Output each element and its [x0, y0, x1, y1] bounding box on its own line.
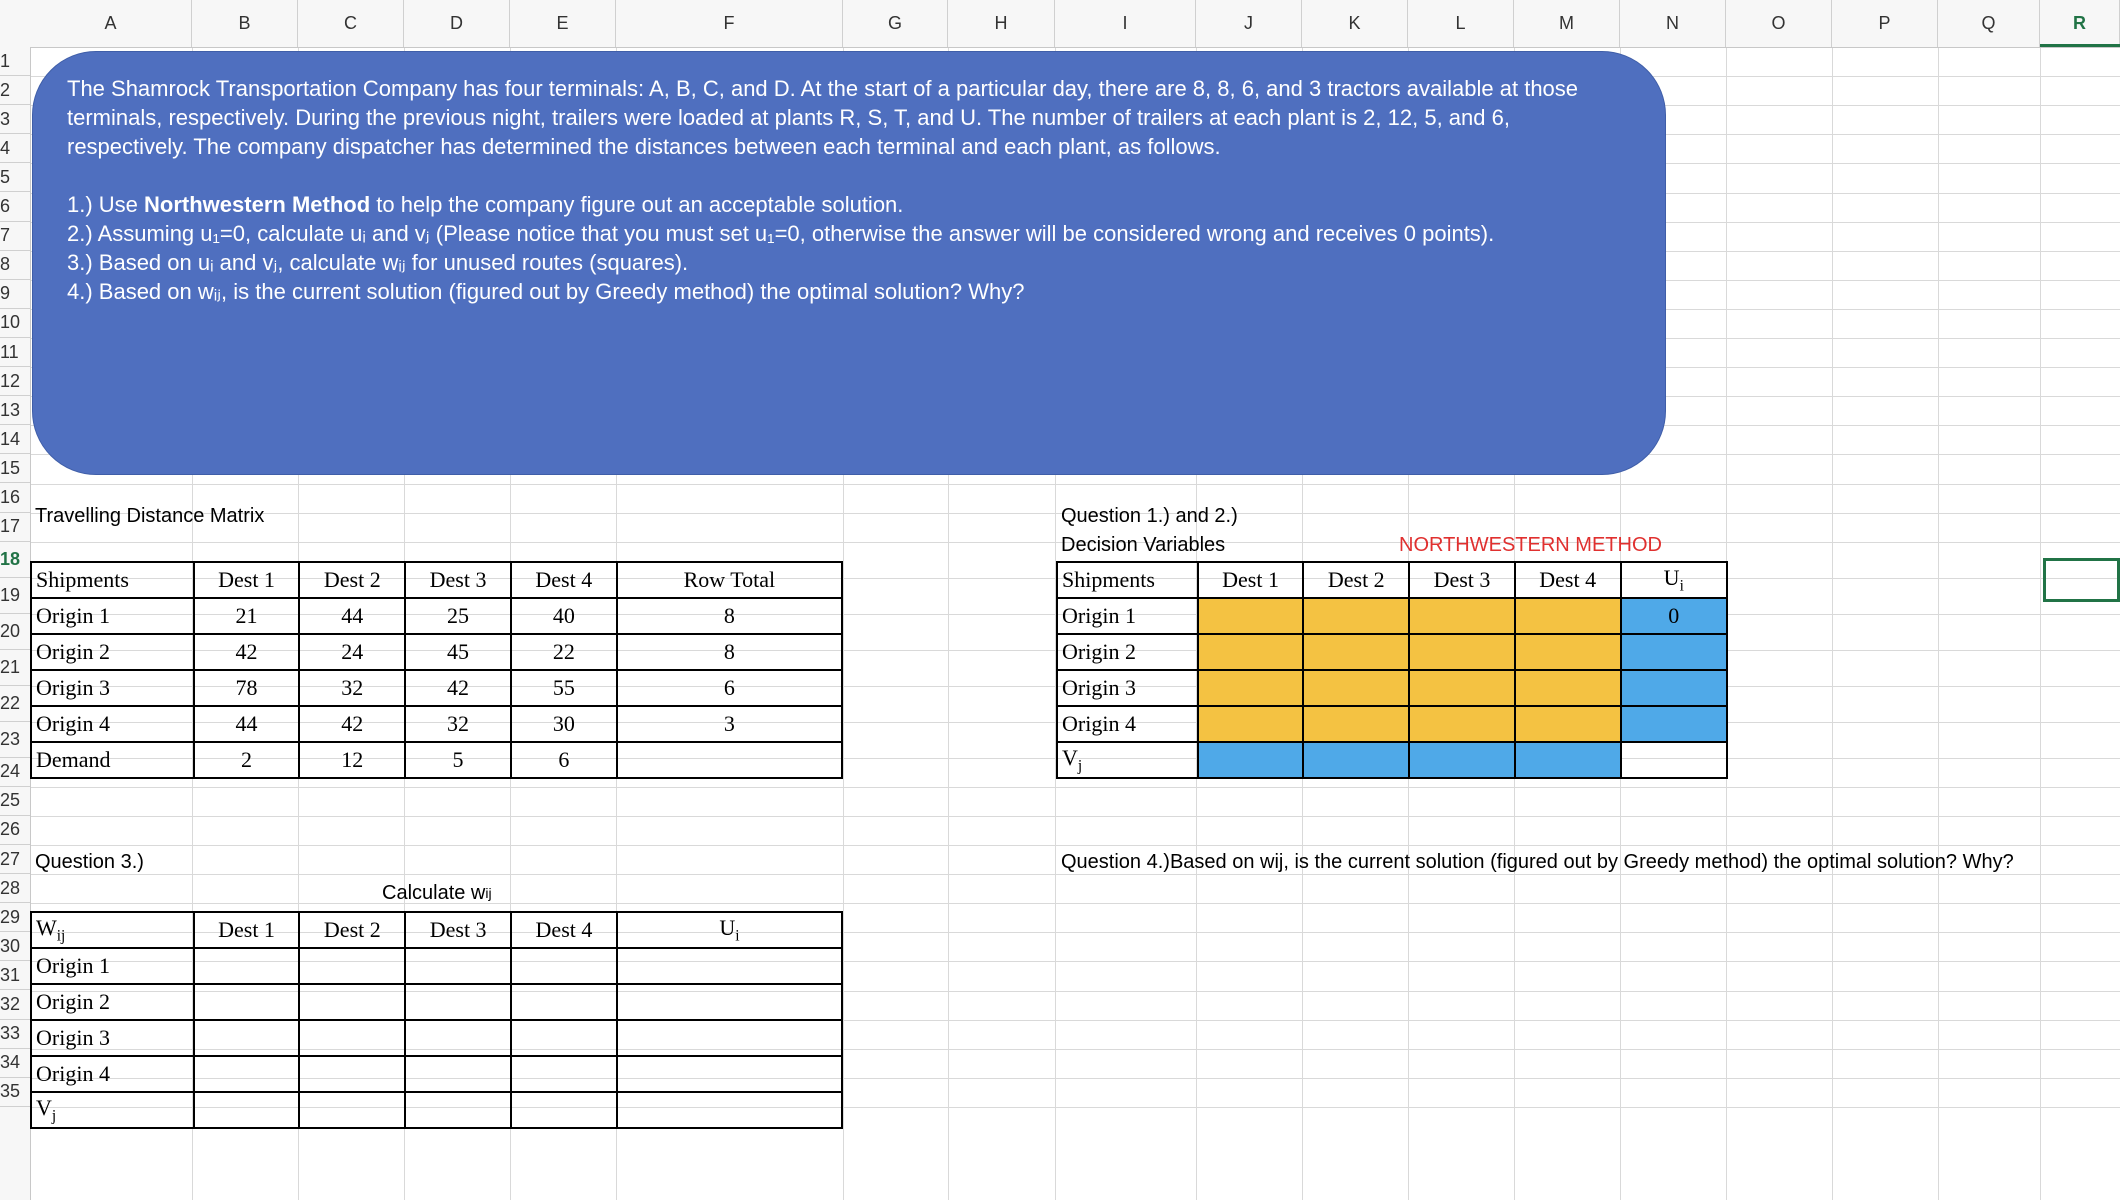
w-value-cell[interactable]	[511, 1056, 617, 1092]
row-header-14[interactable]: 14	[0, 425, 30, 454]
question-2-text: 2.) Assuming u₁=0, calculate uᵢ and vⱼ (Please notice that you must set u₁=0, otherwise the answer will be considered wrong and receives 0 points).	[67, 221, 1495, 246]
w-header-row	[31, 912, 842, 948]
decision-row	[1057, 598, 1727, 634]
column-header-p[interactable]: P	[1832, 0, 1938, 47]
row-header-10[interactable]: 10	[0, 309, 30, 338]
decision-row-label[interactable]: Origin 4	[1057, 706, 1198, 742]
v-value-cell[interactable]	[1303, 742, 1409, 778]
column-header-j[interactable]: J	[1196, 0, 1302, 47]
column-header-m[interactable]: M	[1514, 0, 1620, 47]
w-u-header-cell[interactable]	[617, 912, 842, 948]
w-corner-text: W	[36, 914, 57, 940]
distance-row	[31, 634, 842, 670]
decision-v-row	[1057, 742, 1727, 778]
distance-cell[interactable]: 3	[617, 706, 842, 742]
decision-header-cell[interactable]: Dest 3	[1409, 562, 1515, 598]
active-cell-r18[interactable]	[2043, 558, 2120, 602]
u-value-cell[interactable]	[1621, 670, 1727, 706]
distance-cell[interactable]: 42	[194, 634, 300, 670]
w-corner-cell[interactable]	[31, 912, 194, 948]
w-row	[31, 984, 842, 1020]
distance-row-label[interactable]: Origin 3	[31, 670, 194, 706]
v-value-cell[interactable]	[1409, 742, 1515, 778]
w-u-header-text: U	[719, 914, 736, 940]
column-header-d[interactable]: D	[404, 0, 510, 47]
row-header-17[interactable]: 17	[0, 513, 30, 542]
row-header-25[interactable]: 25	[0, 787, 30, 816]
distance-cell[interactable]: 55	[511, 670, 617, 706]
distance-cell[interactable]	[617, 742, 842, 778]
w-value-cell[interactable]	[617, 1056, 842, 1092]
decision-header-cell[interactable]: Shipments	[1057, 562, 1198, 598]
column-header-i[interactable]: I	[1055, 0, 1196, 47]
row-header-12[interactable]: 12	[0, 367, 30, 396]
u-value-cell[interactable]	[1621, 634, 1727, 670]
distance-row	[31, 742, 842, 778]
distance-cell[interactable]: 45	[405, 634, 511, 670]
w-u-header-subscript: i	[735, 927, 740, 945]
w-row-label[interactable]: Origin 1	[31, 948, 194, 984]
row-header-26[interactable]: 26	[0, 816, 30, 845]
distance-cell[interactable]: 5	[405, 742, 511, 778]
empty-corner-cell[interactable]	[1621, 742, 1727, 778]
instructions-shape[interactable]	[32, 51, 1666, 475]
distance-cell[interactable]: 21	[194, 598, 300, 634]
row-header-4[interactable]: 4	[0, 134, 30, 163]
decision-variable-cell[interactable]	[1409, 706, 1515, 742]
u-value-cell[interactable]	[1621, 706, 1727, 742]
w-row	[31, 1056, 842, 1092]
w-value-cell[interactable]	[299, 948, 405, 984]
distance-cell[interactable]: 8	[617, 598, 842, 634]
row-header-21[interactable]: 21	[0, 650, 30, 686]
w-v-value-cell[interactable]	[299, 1092, 405, 1128]
distance-matrix-table	[30, 561, 843, 779]
row-header-29[interactable]: 29	[0, 903, 30, 932]
row-header-30[interactable]: 30	[0, 932, 30, 961]
v-label-subscript: j	[1077, 757, 1083, 775]
northwestern-method-label: NORTHWESTERN METHOD	[1399, 533, 1662, 556]
decision-variable-cell[interactable]	[1198, 670, 1304, 706]
w-v-label-subscript: j	[51, 1107, 57, 1125]
distance-cell[interactable]: 42	[299, 706, 405, 742]
column-header-h[interactable]: H	[948, 0, 1055, 47]
distance-header-cell[interactable]: Dest 1	[194, 562, 300, 598]
w-v-value-cell[interactable]	[405, 1092, 511, 1128]
grid-hline	[0, 484, 2120, 485]
decision-variable-cell[interactable]	[1198, 598, 1304, 634]
selected-column-indicator	[2040, 44, 2120, 47]
decision-header-row	[1057, 562, 1727, 598]
distance-cell[interactable]: 32	[405, 706, 511, 742]
decision-variable-cell[interactable]	[1409, 634, 1515, 670]
row-header-9[interactable]: 9	[0, 280, 30, 309]
grid-hline	[0, 845, 2120, 846]
distance-header-cell[interactable]: Dest 4	[511, 562, 617, 598]
column-header-g[interactable]: G	[843, 0, 948, 47]
row-header-23[interactable]: 23	[0, 722, 30, 758]
instructions-text	[67, 74, 1627, 306]
decision-row-label[interactable]: Origin 2	[1057, 634, 1198, 670]
decision-header-cell[interactable]: Dest 1	[1198, 562, 1304, 598]
row-header-11[interactable]: 11	[0, 338, 30, 367]
column-header-f[interactable]: F	[616, 0, 843, 47]
distance-cell[interactable]: 30	[511, 706, 617, 742]
distance-row-label[interactable]: Origin 2	[31, 634, 194, 670]
decision-variables-table	[1056, 561, 1728, 779]
distance-row-label[interactable]: Origin 1	[31, 598, 194, 634]
row-header-35[interactable]: 35	[0, 1078, 30, 1107]
distance-cell[interactable]: 6	[511, 742, 617, 778]
distance-row	[31, 706, 842, 742]
row-header-28[interactable]: 28	[0, 874, 30, 903]
row-header-19[interactable]: 19	[0, 578, 30, 614]
u-header-cell[interactable]	[1621, 562, 1727, 598]
w-value-cell[interactable]	[194, 1056, 300, 1092]
decision-row	[1057, 670, 1727, 706]
w-row-label[interactable]: Origin 2	[31, 984, 194, 1020]
distance-cell[interactable]: 44	[194, 706, 300, 742]
w-row	[31, 948, 842, 984]
grid-hline	[0, 542, 2120, 543]
w-v-value-cell[interactable]	[194, 1092, 300, 1128]
column-header-a[interactable]: A	[30, 0, 192, 47]
column-header-c[interactable]: C	[298, 0, 404, 47]
decision-header-cell[interactable]: Dest 2	[1303, 562, 1409, 598]
grid-hline	[0, 787, 2120, 788]
w-value-cell[interactable]	[299, 1056, 405, 1092]
row-header-20[interactable]: 20	[0, 614, 30, 650]
w-v-row-label[interactable]	[31, 1092, 194, 1128]
distance-row	[31, 670, 842, 706]
distance-cell[interactable]: 25	[405, 598, 511, 634]
distance-cell[interactable]: 24	[299, 634, 405, 670]
row-header-7[interactable]: 7	[0, 222, 30, 251]
distance-cell[interactable]: 6	[617, 670, 842, 706]
decision-variable-cell[interactable]	[1303, 634, 1409, 670]
w-row-label[interactable]: Origin 3	[31, 1020, 194, 1056]
distance-row-label[interactable]: Origin 4	[31, 706, 194, 742]
w-header-cell[interactable]: Dest 4	[511, 912, 617, 948]
distance-header-cell[interactable]: Dest 3	[405, 562, 511, 598]
decision-variable-cell[interactable]	[1515, 598, 1621, 634]
distance-cell[interactable]: 44	[299, 598, 405, 634]
travel-matrix-label: Travelling Distance Matrix	[35, 504, 265, 527]
problem-statement: The Shamrock Transportation Company has four terminals: A, B, C, and D. At the start of a particular day, there are 8, 8, 6, and 3 tractors available at those terminals, respectively. During the previous night, trailers were loaded at plants R, S, T, and U. The number of trailers at each plant is 2, 12, 5, and 6, respectively. The company dispatcher has determined the distances between each terminal and each plant, as follows.	[67, 76, 1579, 159]
row-header-15[interactable]: 15	[0, 454, 30, 483]
w-row-label[interactable]: Origin 4	[31, 1056, 194, 1092]
row-header-3[interactable]: 3	[0, 105, 30, 134]
w-v-row	[31, 1092, 842, 1128]
question-3-text: 3.) Based on uᵢ and vⱼ, calculate wᵢⱼ for unused routes (squares).	[67, 250, 689, 275]
v-row-label[interactable]	[1057, 742, 1198, 778]
decision-variable-cell[interactable]	[1409, 598, 1515, 634]
row-header-31[interactable]: 31	[0, 961, 30, 990]
decision-variable-cell[interactable]	[1198, 706, 1304, 742]
distance-cell[interactable]: 2	[194, 742, 300, 778]
row-header-8[interactable]: 8	[0, 251, 30, 280]
w-value-cell[interactable]	[194, 948, 300, 984]
column-header-l[interactable]: L	[1408, 0, 1514, 47]
w-v-value-cell[interactable]	[511, 1092, 617, 1128]
u-value-cell[interactable]: 0	[1621, 598, 1727, 634]
decision-variables-label: Decision Variables	[1061, 533, 1226, 556]
w-value-cell[interactable]	[405, 1020, 511, 1056]
distance-header-cell[interactable]: Row Total	[617, 562, 842, 598]
w-value-cell[interactable]	[299, 984, 405, 1020]
decision-row	[1057, 634, 1727, 670]
decision-variable-cell[interactable]	[1409, 670, 1515, 706]
row-header-22[interactable]: 22	[0, 686, 30, 722]
distance-cell[interactable]: 32	[299, 670, 405, 706]
w-value-cell[interactable]	[405, 948, 511, 984]
decision-variable-cell[interactable]	[1303, 670, 1409, 706]
column-header-o[interactable]: O	[1726, 0, 1832, 47]
column-header-n[interactable]: N	[1620, 0, 1726, 47]
w-value-cell[interactable]	[617, 1020, 842, 1056]
w-v-value-cell[interactable]	[617, 1092, 842, 1128]
column-header-r[interactable]: R	[2040, 0, 2120, 47]
decision-row-label[interactable]: Origin 1	[1057, 598, 1198, 634]
row-header-1[interactable]: 1	[0, 47, 30, 76]
grid-hline	[0, 513, 2120, 514]
decision-variable-cell[interactable]	[1303, 598, 1409, 634]
grid-hline	[0, 816, 2120, 817]
v-value-cell[interactable]	[1198, 742, 1304, 778]
row-header-18[interactable]: 18	[0, 542, 30, 578]
w-value-cell[interactable]	[511, 948, 617, 984]
v-value-cell[interactable]	[1515, 742, 1621, 778]
w-corner-subscript: ij	[56, 927, 66, 945]
distance-header-row	[31, 562, 842, 598]
distance-row-label[interactable]: Demand	[31, 742, 194, 778]
row-header-34[interactable]: 34	[0, 1049, 30, 1078]
w-header-cell[interactable]: Dest 3	[405, 912, 511, 948]
decision-row-label[interactable]: Origin 3	[1057, 670, 1198, 706]
w-value-cell[interactable]	[617, 948, 842, 984]
row-header-5[interactable]: 5	[0, 163, 30, 192]
decision-variable-cell[interactable]	[1515, 706, 1621, 742]
column-header-e[interactable]: E	[510, 0, 616, 47]
column-header-b[interactable]: B	[192, 0, 298, 47]
row-header-13[interactable]: 13	[0, 396, 30, 425]
distance-cell[interactable]: 42	[405, 670, 511, 706]
w-header-cell[interactable]: Dest 1	[194, 912, 300, 948]
distance-row	[31, 598, 842, 634]
w-v-label-text: V	[36, 1094, 52, 1120]
decision-header-cell[interactable]: Dest 4	[1515, 562, 1621, 598]
w-value-cell[interactable]	[617, 984, 842, 1020]
row-header-27[interactable]: 27	[0, 845, 30, 874]
v-label-text: V	[1062, 744, 1078, 770]
w-ij-table	[30, 911, 843, 1129]
question-1-text: 1.) Use Northwestern Method to help the company figure out an acceptable solution.	[67, 192, 904, 217]
grid-hline	[0, 903, 2120, 904]
decision-variable-cell[interactable]	[1303, 706, 1409, 742]
distance-cell[interactable]: 8	[617, 634, 842, 670]
distance-cell[interactable]: 40	[511, 598, 617, 634]
column-header-k[interactable]: K	[1302, 0, 1408, 47]
distance-cell[interactable]: 22	[511, 634, 617, 670]
decision-variable-cell[interactable]	[1198, 634, 1304, 670]
distance-cell[interactable]: 78	[194, 670, 300, 706]
w-value-cell[interactable]	[194, 1020, 300, 1056]
distance-header-cell[interactable]: Shipments	[31, 562, 194, 598]
question-4-label: Question 4.)Based on wij, is the current solution (figured out by Greedy method) the optimal solution? Why?	[1061, 850, 2014, 873]
decision-row	[1057, 706, 1727, 742]
u-header-subscript: i	[1679, 577, 1684, 595]
w-header-cell[interactable]: Dest 2	[299, 912, 405, 948]
u-header-text: U	[1663, 564, 1680, 590]
w-value-cell[interactable]	[511, 1020, 617, 1056]
decision-variable-cell[interactable]	[1515, 634, 1621, 670]
question-4-text: 4.) Based on wᵢⱼ, is the current solution (figured out by Greedy method) the optimal solution? Why?	[67, 279, 1025, 304]
row-header-32[interactable]: 32	[0, 991, 30, 1020]
calculate-w-label: Calculate w ij	[382, 881, 492, 904]
w-value-cell[interactable]	[405, 1056, 511, 1092]
w-value-cell[interactable]	[194, 984, 300, 1020]
question-3-label: Question 3.)	[35, 850, 144, 873]
row-header-24[interactable]: 24	[0, 758, 30, 787]
distance-cell[interactable]: 12	[299, 742, 405, 778]
question-1-2-label: Question 1.) and 2.)	[1061, 504, 1238, 527]
column-header-q[interactable]: Q	[1938, 0, 2040, 47]
w-value-cell[interactable]	[511, 984, 617, 1020]
w-value-cell[interactable]	[405, 984, 511, 1020]
row-header-33[interactable]: 33	[0, 1020, 30, 1049]
w-value-cell[interactable]	[299, 1020, 405, 1056]
row-header-6[interactable]: 6	[0, 193, 30, 222]
distance-header-cell[interactable]: Dest 2	[299, 562, 405, 598]
w-row	[31, 1020, 842, 1056]
row-header-2[interactable]: 2	[0, 76, 30, 105]
decision-variable-cell[interactable]	[1515, 670, 1621, 706]
row-header-16[interactable]: 16	[0, 484, 30, 513]
